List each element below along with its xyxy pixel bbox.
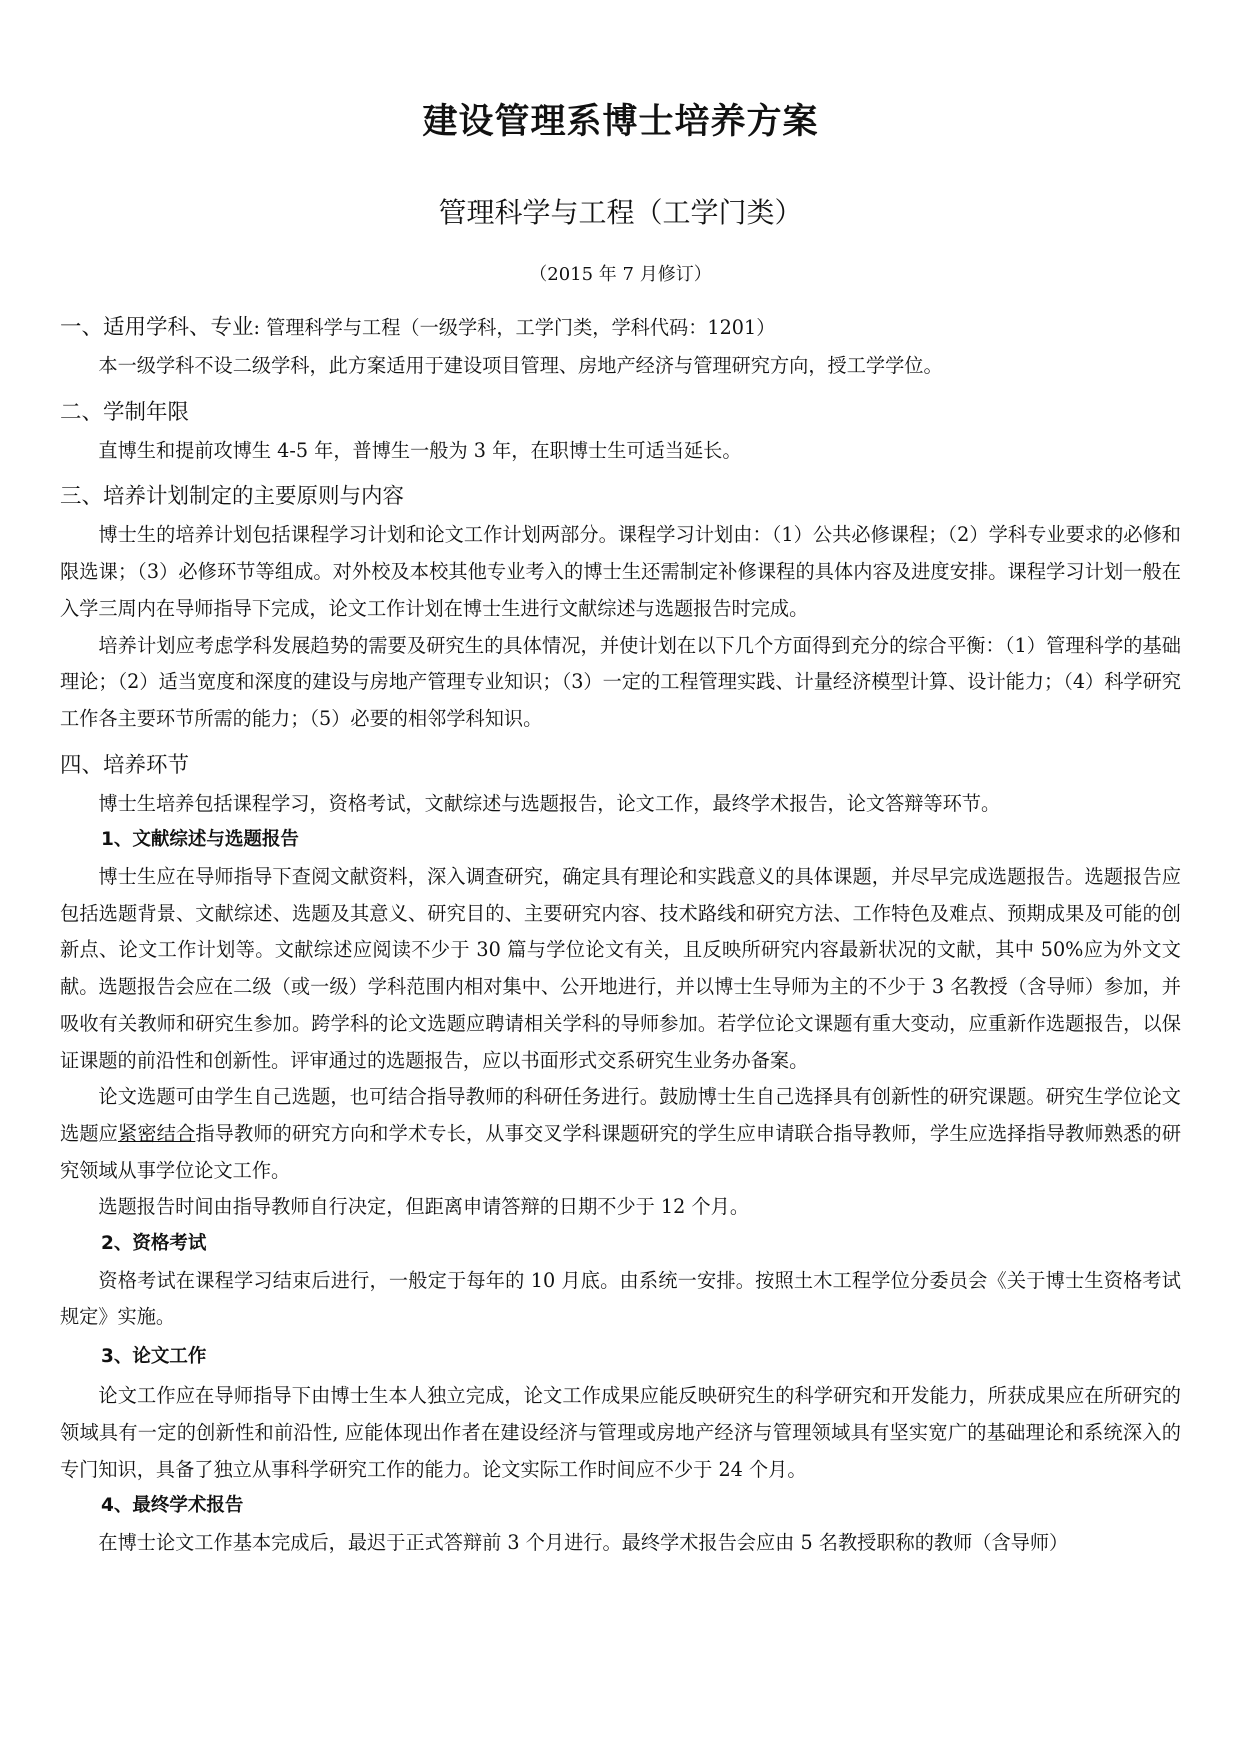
paragraph: 博士生应在导师指导下查阅文献资料，深入调查研究，确定具有理论和实践意义的具体课题，并尽早完成选题报告。选题报告应包括选题背景、文献综述、选题及其意义、研究目的、主要研究内容、技术路线和研究方法、工作特色及难点、预期成果及可能的创新点、论文工作计划等。文献综述应阅读不少于 30 篇与学位论文有关，且反映所研究内容最新状况的文献，其中 50%应为外文文献。选题报告会应在二级（或一级）学科范围内相对集中、公开地进行，并以博士生导师为主的不少于 3 名教授（含导师）参加，并吸收有关教师和研究生参加。跨学科的论文选题应聘请相关学科的导师参加。若学位论文课题有重大变动，应重新作选题报告，以保证课题的前沿性和创新性。评审通过的选题报告，应以书面形式交系研究生业务办备案。: [60, 865, 1181, 1072]
section-heading-duration: 二、学制年限: [60, 399, 190, 425]
paragraph: 博士生的培养计划包括课程学习计划和论文工作计划两部分。课程学习计划由：（1）公共必修课程；（2）学科专业要求的必修和限选课；（3）必修环节等组成。对外校及本校其他专业考入的博士生还需制定补修课程的具体内容及进度安排。课程学习计划一般在入学三周内在导师指导下完成，论文工作计划在博士生进行文献综述与选题报告时完成。: [60, 523, 1181, 620]
document-title: 建设管理系博士培养方案: [422, 101, 819, 142]
paragraph: 资格考试在课程学习结束后进行，一般定于每年的 10 月底。由系统一安排。按照土木工程学位分委员会《关于博士生资格考试规定》实施。: [60, 1268, 1181, 1329]
revision-date: （2015 年 7 月修订）: [529, 264, 712, 285]
paragraph: 在博士论文工作基本完成后，最迟于正式答辩前 3 个月进行。最终学术报告会应由 5 名教授职称的教师（含导师）: [98, 1530, 1069, 1554]
document-body: [60, 308, 1181, 1562]
discipline-code-line: : 管理科学与工程（一级学科，工学门类，学科代码：1201）: [253, 316, 776, 339]
subsection-heading-thesis-work: 3、论文工作: [101, 1346, 207, 1368]
paragraph: 培养计划应考虑学科发展趋势的需要及研究生的具体情况，并使计划在以下几个方面得到充分的综合平衡：（1）管理科学的基础理论；（2）适当宽度和深度的建设与房地产管理专业知识；（3）一定的工程管理实践、计量经济模型计算、设计能力；（4）科学研究工作各主要环节所需的能力；（5）必要的相邻学科知识。: [60, 633, 1181, 730]
paragraph: 本一级学科不设二级学科，此方案适用于建设项目管理、房地产经济与管理研究方向，授工学学位。: [98, 354, 943, 377]
section-heading-training-stages: 四、培养环节: [60, 752, 190, 778]
subsection-heading-final-report: 4、最终学术报告: [101, 1495, 244, 1517]
paragraph: 论文工作应在导师指导下由博士生本人独立完成，论文工作成果应能反映研究生的科学研究和开发能力，所获成果应在所研究的领域具有一定的创新性和前沿性, 应能体现出作者在建设经济与管理或房地产经济与管理领域具有坚实宽广的基础理论和系统深入的专门知识，具备了独立从事科学研究工作的能力。论文实际工作时间应不少于 24 个月。: [60, 1384, 1181, 1481]
paragraph: 博士生培养包括课程学习，资格考试，文献综述与选题报告，论文工作，最终学术报告，论文答辩等环节。: [98, 791, 1001, 815]
underlined-text: 紧密结合: [118, 1121, 196, 1145]
section-heading-training-plan: 三、培养计划制定的主要原则与内容: [60, 484, 405, 510]
subsection-heading-qualification-exam: 2、资格考试: [101, 1233, 207, 1255]
subsection-heading-literature-review: 1、文献综述与选题报告: [101, 829, 299, 851]
section-heading-applicable-discipline: 一、适用学科、专业: 管理科学与工程（一级学科，工学门类，学科代码：1201）: [60, 315, 776, 340]
document-subtitle: 管理科学与工程（工学门类）: [438, 196, 803, 229]
paragraph: 直博生和提前攻博生 4-5 年，普博生一般为 3 年，在职博士生可适当延长。: [98, 438, 742, 462]
paragraph: 选题报告时间由指导教师自行决定，但距离申请答辩的日期不少于 12 个月。: [98, 1195, 750, 1219]
paragraph: 论文选题可由学生自己选题，也可结合指导教师的科研任务进行。鼓励博士生自己选择具有创新性的研究课题。研究生学位论文选题应紧密结合指导教师的研究方向和学术专长，从事交叉学科课题研究的学生应申请联合指导教师，学生应选择指导教师熟悉的研究领域从事学位论文工作。: [60, 1085, 1182, 1182]
